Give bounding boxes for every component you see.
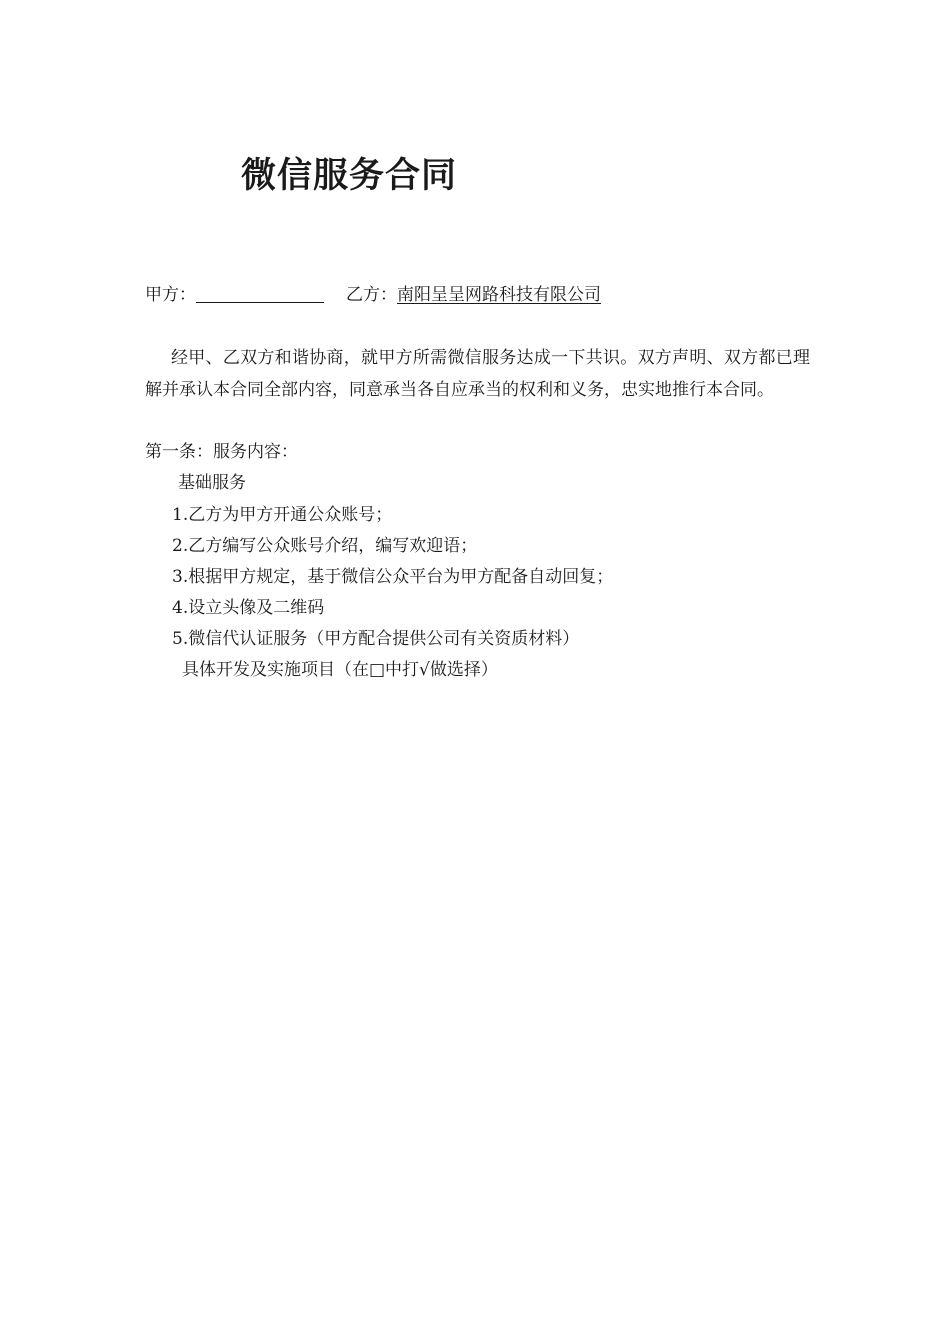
specific-projects-heading: 具体开发及实施项目（在□中打√做选择） <box>182 660 498 680</box>
list-item: 1.乙方为甲方开通公众账号； <box>172 505 393 525</box>
parties-line <box>145 282 601 308</box>
party-b-label: 乙方： <box>346 285 397 305</box>
list-item: 2.乙方编写公众账号介绍，编写欢迎语； <box>172 536 478 556</box>
preamble-paragraph: 经甲、乙双方和谐协商，就甲方所需微信服务达成一下共识。双方声明、双方都已理解并承认本合同全部内容，同意承当各自应承当的权利和义务，忠实地推行本合同。 <box>145 348 810 400</box>
party-a-blank-field <box>196 284 324 303</box>
basic-services-heading: 基础服务 <box>178 473 246 493</box>
list-item: 3.根据甲方规定，基于微信公众平台为甲方配备自动回复； <box>172 567 614 587</box>
list-item: 4.设立头像及二维码 <box>172 598 325 618</box>
party-b-name: 南阳呈呈网路科技有限公司 <box>397 285 601 305</box>
party-a-label: 甲方： <box>145 285 196 305</box>
article1-heading: 第一条：服务内容： <box>145 442 298 462</box>
document-title: 微信服务合同 <box>241 156 458 196</box>
list-item: 5.微信代认证服务（甲方配合提供公司有关资质材料） <box>172 629 580 649</box>
